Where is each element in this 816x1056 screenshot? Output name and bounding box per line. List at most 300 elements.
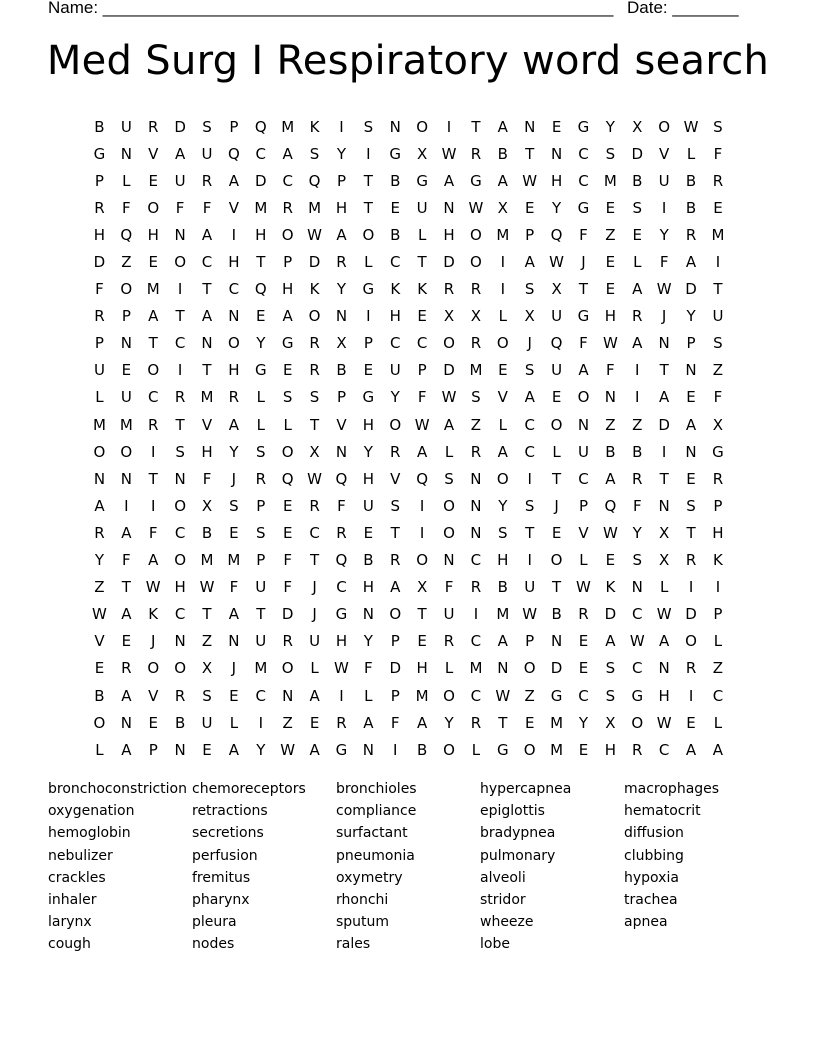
grid-letter[interactable]: T xyxy=(552,578,562,597)
grid-letter[interactable]: V xyxy=(201,415,213,434)
grid-letter[interactable]: N xyxy=(362,605,374,624)
grid-letter[interactable]: P xyxy=(363,334,373,353)
grid-letter[interactable]: I xyxy=(339,686,344,705)
grid-letter[interactable]: N xyxy=(228,632,240,651)
grid-letter[interactable]: Y xyxy=(444,713,454,732)
grid-letter[interactable]: H xyxy=(658,686,670,705)
grid-letter[interactable]: A xyxy=(524,388,535,407)
grid-letter[interactable]: A xyxy=(228,740,240,759)
grid-letter[interactable]: R xyxy=(632,740,643,759)
grid-letter[interactable]: H xyxy=(147,225,159,244)
grid-letter[interactable]: L xyxy=(122,171,131,190)
grid-letter[interactable]: Q xyxy=(120,225,133,244)
grid-letter[interactable]: I xyxy=(527,551,532,570)
grid-letter[interactable]: V xyxy=(336,415,347,434)
grid-letter[interactable]: K xyxy=(309,280,320,299)
grid-letter[interactable]: B xyxy=(497,144,508,163)
grid-letter[interactable]: F xyxy=(175,198,185,217)
grid-letter[interactable]: C xyxy=(390,334,401,353)
grid-letter[interactable]: O xyxy=(120,280,133,299)
grid-letter[interactable]: P xyxy=(525,225,535,244)
grid-letter[interactable]: N xyxy=(201,334,213,353)
grid-letter[interactable]: B xyxy=(632,171,643,190)
grid-letter[interactable]: C xyxy=(255,144,267,163)
grid-letter[interactable]: M xyxy=(469,659,483,678)
grid-letter[interactable]: O xyxy=(470,225,482,244)
grid-letter[interactable]: S xyxy=(686,496,696,515)
grid-letter[interactable]: H xyxy=(93,225,106,244)
grid-letter[interactable]: R xyxy=(282,198,293,217)
grid-letter[interactable]: L xyxy=(256,388,265,407)
grid-letter[interactable]: I xyxy=(393,740,398,759)
grid-letter[interactable]: A xyxy=(417,442,428,461)
grid-letter[interactable]: R xyxy=(685,225,697,244)
grid-letter[interactable]: A xyxy=(148,551,159,570)
grid-letter[interactable]: N xyxy=(174,740,186,759)
grid-letter[interactable]: L xyxy=(579,551,588,570)
grid-letter[interactable]: O xyxy=(362,225,375,244)
grid-letter[interactable]: R xyxy=(443,632,455,651)
grid-letter[interactable]: W xyxy=(307,469,322,488)
grid-letter[interactable]: X xyxy=(632,117,643,136)
grid-letter[interactable]: O xyxy=(174,659,187,678)
grid-letter[interactable]: I xyxy=(151,442,156,461)
grid-letter[interactable]: I xyxy=(151,496,156,515)
grid-letter[interactable]: Q xyxy=(254,117,267,136)
grid-letter[interactable]: B xyxy=(174,713,186,732)
grid-letter[interactable]: X xyxy=(309,442,320,461)
grid-letter[interactable]: T xyxy=(659,469,669,488)
grid-letter[interactable]: S xyxy=(229,496,239,515)
grid-letter[interactable]: Y xyxy=(632,523,642,542)
grid-letter[interactable]: R xyxy=(685,551,697,570)
grid-letter[interactable]: R xyxy=(336,713,347,732)
grid-letter[interactable]: Z xyxy=(605,415,616,434)
grid-letter[interactable]: P xyxy=(713,496,723,515)
grid-letter[interactable]: R xyxy=(309,334,320,353)
grid-letter[interactable]: T xyxy=(309,551,320,570)
grid-letter[interactable]: M xyxy=(146,280,160,299)
grid-letter[interactable]: I xyxy=(419,496,425,515)
grid-letter[interactable]: W xyxy=(495,686,511,705)
grid-letter[interactable]: T xyxy=(417,253,427,272)
grid-letter[interactable]: N xyxy=(362,740,374,759)
grid-letter[interactable]: R xyxy=(470,280,482,299)
grid-letter[interactable]: T xyxy=(175,415,185,434)
grid-letter[interactable]: X xyxy=(659,551,670,570)
grid-letter[interactable]: U xyxy=(524,578,536,597)
grid-letter[interactable]: X xyxy=(416,578,428,597)
grid-letter[interactable]: M xyxy=(281,117,295,136)
grid-letter[interactable]: A xyxy=(497,442,508,461)
grid-letter[interactable]: H xyxy=(255,225,267,244)
grid-letter[interactable]: Y xyxy=(256,740,266,759)
grid-letter[interactable]: S xyxy=(256,523,266,542)
grid-letter[interactable]: I xyxy=(419,523,425,542)
grid-letter[interactable]: X xyxy=(659,523,670,542)
grid-letter[interactable]: G xyxy=(362,280,375,299)
grid-letter[interactable]: N xyxy=(685,442,697,461)
grid-letter[interactable]: E xyxy=(605,551,616,570)
grid-letter[interactable]: Y xyxy=(336,280,347,299)
grid-letter[interactable]: M xyxy=(200,388,214,407)
grid-letter[interactable]: A xyxy=(228,415,240,434)
grid-letter[interactable]: S xyxy=(256,442,266,461)
grid-letter[interactable]: T xyxy=(552,469,562,488)
grid-letter[interactable]: D xyxy=(389,659,402,678)
grid-letter[interactable]: J xyxy=(231,659,237,678)
grid-letter[interactable]: A xyxy=(201,307,213,326)
grid-letter[interactable]: A xyxy=(282,307,293,326)
grid-letter[interactable]: Y xyxy=(363,632,373,651)
grid-letter[interactable]: C xyxy=(336,578,347,597)
grid-letter[interactable]: E xyxy=(148,713,158,732)
grid-letter[interactable]: L xyxy=(256,415,265,434)
grid-letter[interactable]: N xyxy=(658,496,670,515)
grid-letter[interactable]: H xyxy=(389,307,401,326)
grid-letter[interactable]: E xyxy=(578,632,589,651)
grid-letter[interactable]: Y xyxy=(363,442,373,461)
grid-letter[interactable]: S xyxy=(363,117,374,136)
grid-letter[interactable]: N xyxy=(335,307,348,326)
grid-letter[interactable]: C xyxy=(658,740,670,759)
grid-letter[interactable]: H xyxy=(228,253,240,272)
grid-letter[interactable]: N xyxy=(93,469,106,488)
grid-letter[interactable]: A xyxy=(174,144,186,163)
grid-letter[interactable]: W xyxy=(334,659,349,678)
grid-letter[interactable]: K xyxy=(417,280,428,299)
grid-letter[interactable]: D xyxy=(658,415,670,434)
grid-letter[interactable]: R xyxy=(201,171,213,190)
grid-letter[interactable]: P xyxy=(283,253,293,272)
grid-letter[interactable]: E xyxy=(417,307,427,326)
grid-letter[interactable]: L xyxy=(444,442,454,461)
grid-letter[interactable]: N xyxy=(335,442,348,461)
grid-letter[interactable]: F xyxy=(283,551,292,570)
grid-letter[interactable]: O xyxy=(685,632,697,651)
grid-letter[interactable]: E xyxy=(686,469,696,488)
grid-letter[interactable]: I xyxy=(366,144,371,163)
grid-letter[interactable]: U xyxy=(712,307,724,326)
grid-letter[interactable]: F xyxy=(202,469,212,488)
grid-letter[interactable]: R xyxy=(470,144,482,163)
grid-letter[interactable]: I xyxy=(339,117,344,136)
grid-letter[interactable]: W xyxy=(441,388,457,407)
grid-letter[interactable]: C xyxy=(578,686,589,705)
grid-letter[interactable]: S xyxy=(713,334,723,353)
grid-letter[interactable]: A xyxy=(685,740,697,759)
grid-letter[interactable]: T xyxy=(202,605,212,624)
grid-letter[interactable]: I xyxy=(124,496,129,515)
grid-letter[interactable]: O xyxy=(93,442,106,461)
grid-letter[interactable]: I xyxy=(527,469,532,488)
grid-letter[interactable]: X xyxy=(605,713,616,732)
grid-letter[interactable]: R xyxy=(255,469,266,488)
grid-letter[interactable]: A xyxy=(578,361,589,380)
grid-letter[interactable]: G xyxy=(470,171,482,190)
grid-letter[interactable]: X xyxy=(712,415,724,434)
grid-letter[interactable]: K xyxy=(713,551,723,570)
grid-letter[interactable]: L xyxy=(364,253,373,272)
grid-letter[interactable]: O xyxy=(120,442,133,461)
grid-letter[interactable]: Z xyxy=(632,415,643,434)
grid-letter[interactable]: T xyxy=(659,361,669,380)
grid-letter[interactable]: T xyxy=(390,523,400,542)
grid-letter[interactable]: N xyxy=(550,632,563,651)
grid-letter[interactable]: I xyxy=(661,198,667,217)
grid-letter[interactable]: W xyxy=(92,605,107,624)
grid-letter[interactable]: T xyxy=(498,713,508,732)
grid-letter[interactable]: C xyxy=(632,659,643,678)
grid-letter[interactable]: C xyxy=(578,171,589,190)
grid-letter[interactable]: I xyxy=(258,713,263,732)
grid-letter[interactable]: O xyxy=(416,551,429,570)
grid-letter[interactable]: P xyxy=(256,551,266,570)
grid-letter[interactable]: Z xyxy=(712,361,724,380)
grid-letter[interactable]: R xyxy=(94,523,105,542)
grid-letter[interactable]: J xyxy=(527,334,532,353)
date-field[interactable]: Date: _______ xyxy=(627,0,739,17)
grid-letter[interactable]: C xyxy=(578,469,589,488)
grid-letter[interactable]: P xyxy=(94,171,104,190)
grid-letter[interactable]: L xyxy=(713,713,723,732)
grid-letter[interactable]: X xyxy=(201,659,213,678)
grid-letter[interactable]: Q xyxy=(604,496,617,515)
grid-letter[interactable]: A xyxy=(228,171,240,190)
grid-letter[interactable]: S xyxy=(202,686,212,705)
grid-letter[interactable]: L xyxy=(498,415,507,434)
grid-letter[interactable]: Z xyxy=(94,578,105,597)
grid-letter[interactable]: U xyxy=(255,578,267,597)
grid-letter[interactable]: P xyxy=(256,496,266,515)
grid-letter[interactable]: L xyxy=(659,578,669,597)
grid-letter[interactable]: A xyxy=(659,632,670,651)
grid-letter[interactable]: C xyxy=(147,388,159,407)
grid-letter[interactable]: E xyxy=(417,632,427,651)
grid-letter[interactable]: J xyxy=(661,307,667,326)
grid-letter[interactable]: Y xyxy=(578,713,589,732)
grid-letter[interactable]: E xyxy=(713,198,723,217)
grid-letter[interactable]: N xyxy=(228,307,240,326)
grid-letter[interactable]: R xyxy=(632,469,643,488)
grid-letter[interactable]: O xyxy=(443,523,455,542)
grid-letter[interactable]: R xyxy=(282,632,293,651)
grid-letter[interactable]: N xyxy=(120,144,132,163)
grid-letter[interactable]: X xyxy=(201,496,213,515)
grid-letter[interactable]: I xyxy=(473,605,479,624)
grid-letter[interactable]: R xyxy=(685,659,697,678)
grid-letter[interactable]: E xyxy=(551,523,562,542)
grid-letter[interactable]: R xyxy=(390,442,401,461)
grid-letter[interactable]: M xyxy=(254,659,268,678)
grid-letter[interactable]: W xyxy=(307,225,322,244)
grid-letter[interactable]: P xyxy=(686,334,696,353)
grid-letter[interactable]: O xyxy=(389,605,402,624)
grid-letter[interactable]: A xyxy=(632,334,643,353)
grid-letter[interactable]: Y xyxy=(552,198,562,217)
grid-letter[interactable]: E xyxy=(551,117,562,136)
grid-letter[interactable]: M xyxy=(469,361,483,380)
grid-letter[interactable]: E xyxy=(282,496,293,515)
grid-letter[interactable]: V xyxy=(390,469,401,488)
grid-letter[interactable]: Z xyxy=(524,686,535,705)
grid-letter[interactable]: G xyxy=(496,740,509,759)
grid-letter[interactable]: O xyxy=(147,361,160,380)
grid-letter[interactable]: R xyxy=(94,198,105,217)
grid-letter[interactable]: U xyxy=(389,361,401,380)
grid-letter[interactable]: I xyxy=(177,361,183,380)
grid-letter[interactable]: R xyxy=(470,578,482,597)
grid-letter[interactable]: E xyxy=(282,361,293,380)
grid-letter[interactable]: P xyxy=(148,740,158,759)
grid-letter[interactable]: J xyxy=(231,469,237,488)
grid-letter[interactable]: A xyxy=(712,740,724,759)
grid-letter[interactable]: R xyxy=(148,117,159,136)
grid-letter[interactable]: L xyxy=(552,442,561,461)
grid-letter[interactable]: R xyxy=(712,171,724,190)
grid-letter[interactable]: D xyxy=(443,253,455,272)
grid-letter[interactable]: C xyxy=(470,686,482,705)
grid-letter[interactable]: B xyxy=(363,551,374,570)
grid-letter[interactable]: S xyxy=(498,523,508,542)
grid-letter[interactable]: F xyxy=(632,496,642,515)
grid-letter[interactable]: S xyxy=(309,144,320,163)
grid-letter[interactable]: Q xyxy=(308,171,321,190)
grid-letter[interactable]: W xyxy=(683,117,699,136)
grid-letter[interactable]: H xyxy=(282,280,294,299)
grid-letter[interactable]: X xyxy=(416,144,428,163)
grid-letter[interactable]: S xyxy=(471,388,481,407)
grid-letter[interactable]: G xyxy=(389,144,402,163)
grid-letter[interactable]: R xyxy=(470,442,482,461)
grid-letter[interactable]: C xyxy=(201,253,213,272)
grid-letter[interactable]: U xyxy=(551,307,563,326)
grid-letter[interactable]: G xyxy=(362,388,375,407)
grid-letter[interactable]: O xyxy=(227,334,240,353)
grid-letter[interactable]: W xyxy=(522,171,538,190)
grid-letter[interactable]: Y xyxy=(336,144,347,163)
grid-letter[interactable]: E xyxy=(498,361,508,380)
grid-letter[interactable]: I xyxy=(635,388,640,407)
grid-letter[interactable]: D xyxy=(281,605,294,624)
grid-letter[interactable]: L xyxy=(498,307,507,326)
grid-letter[interactable]: A xyxy=(443,415,455,434)
grid-letter[interactable]: A xyxy=(417,713,428,732)
grid-letter[interactable]: C xyxy=(174,334,186,353)
grid-letter[interactable]: Y xyxy=(498,496,508,515)
grid-letter[interactable]: T xyxy=(202,280,212,299)
grid-letter[interactable]: P xyxy=(578,496,588,515)
grid-letter[interactable]: G xyxy=(416,171,428,190)
grid-letter[interactable]: N xyxy=(685,361,697,380)
grid-letter[interactable]: R xyxy=(470,713,482,732)
grid-letter[interactable]: W xyxy=(602,334,618,353)
grid-letter[interactable]: O xyxy=(308,307,321,326)
grid-letter[interactable]: T xyxy=(525,144,535,163)
grid-letter[interactable]: R xyxy=(443,280,455,299)
grid-letter[interactable]: U xyxy=(551,361,563,380)
grid-letter[interactable]: A xyxy=(497,171,508,190)
grid-letter[interactable]: F xyxy=(202,198,212,217)
grid-letter[interactable]: H xyxy=(228,361,240,380)
grid-letter[interactable]: C xyxy=(578,144,589,163)
grid-letter[interactable]: A xyxy=(497,632,508,651)
grid-letter[interactable]: O xyxy=(443,334,455,353)
grid-letter[interactable]: F xyxy=(713,388,723,407)
grid-letter[interactable]: O xyxy=(550,551,563,570)
grid-letter[interactable]: J xyxy=(312,605,317,624)
grid-letter[interactable]: E xyxy=(363,523,374,542)
grid-letter[interactable]: B xyxy=(416,740,428,759)
grid-letter[interactable]: A xyxy=(121,740,132,759)
grid-letter[interactable]: F xyxy=(337,496,346,515)
grid-letter[interactable]: A xyxy=(632,280,643,299)
grid-letter[interactable]: Z xyxy=(282,713,293,732)
grid-letter[interactable]: G xyxy=(281,334,294,353)
grid-letter[interactable]: O xyxy=(658,117,671,136)
grid-letter[interactable]: E xyxy=(94,659,105,678)
grid-letter[interactable]: A xyxy=(309,686,320,705)
grid-letter[interactable]: P xyxy=(336,171,346,190)
grid-letter[interactable]: Y xyxy=(94,551,105,570)
grid-letter[interactable]: V xyxy=(497,388,508,407)
grid-letter[interactable]: C xyxy=(282,171,293,190)
grid-letter[interactable]: H xyxy=(362,578,374,597)
grid-letter[interactable]: A xyxy=(497,117,508,136)
grid-letter[interactable]: C xyxy=(174,605,186,624)
grid-letter[interactable]: C xyxy=(470,632,482,651)
grid-letter[interactable]: E xyxy=(256,307,266,326)
grid-letter[interactable]: T xyxy=(148,469,158,488)
grid-letter[interactable]: P xyxy=(713,605,723,624)
grid-letter[interactable]: Z xyxy=(605,225,616,244)
grid-letter[interactable]: E xyxy=(551,388,562,407)
grid-letter[interactable]: E xyxy=(229,686,239,705)
grid-letter[interactable]: E xyxy=(121,361,132,380)
grid-letter[interactable]: A xyxy=(121,523,132,542)
grid-letter[interactable]: W xyxy=(280,740,296,759)
grid-letter[interactable]: L xyxy=(364,686,373,705)
grid-letter[interactable]: A xyxy=(605,632,616,651)
grid-letter[interactable]: A xyxy=(121,605,132,624)
grid-letter[interactable]: S xyxy=(524,280,535,299)
grid-letter[interactable]: A xyxy=(336,225,347,244)
grid-letter[interactable]: W xyxy=(522,605,538,624)
grid-letter[interactable]: O xyxy=(523,659,536,678)
grid-letter[interactable]: R xyxy=(578,605,589,624)
grid-letter[interactable]: W xyxy=(468,198,484,217)
grid-letter[interactable]: A xyxy=(282,144,293,163)
grid-letter[interactable]: C xyxy=(712,686,724,705)
grid-letter[interactable]: F xyxy=(606,361,615,380)
grid-letter[interactable]: S xyxy=(390,496,400,515)
grid-letter[interactable]: I xyxy=(366,307,371,326)
grid-letter[interactable]: D xyxy=(174,117,186,136)
grid-letter[interactable]: M xyxy=(254,198,268,217)
grid-letter[interactable]: S xyxy=(282,388,293,407)
grid-letter[interactable]: O xyxy=(281,659,294,678)
grid-letter[interactable]: Y xyxy=(659,225,669,244)
grid-letter[interactable]: W xyxy=(656,280,672,299)
grid-letter[interactable]: N xyxy=(443,551,455,570)
grid-letter[interactable]: F xyxy=(122,551,131,570)
grid-letter[interactable]: L xyxy=(417,225,427,244)
grid-letter[interactable]: O xyxy=(631,713,644,732)
grid-letter[interactable]: I xyxy=(688,686,694,705)
grid-letter[interactable]: D xyxy=(604,605,617,624)
grid-letter[interactable]: Z xyxy=(712,659,724,678)
grid-letter[interactable]: F xyxy=(390,713,400,732)
